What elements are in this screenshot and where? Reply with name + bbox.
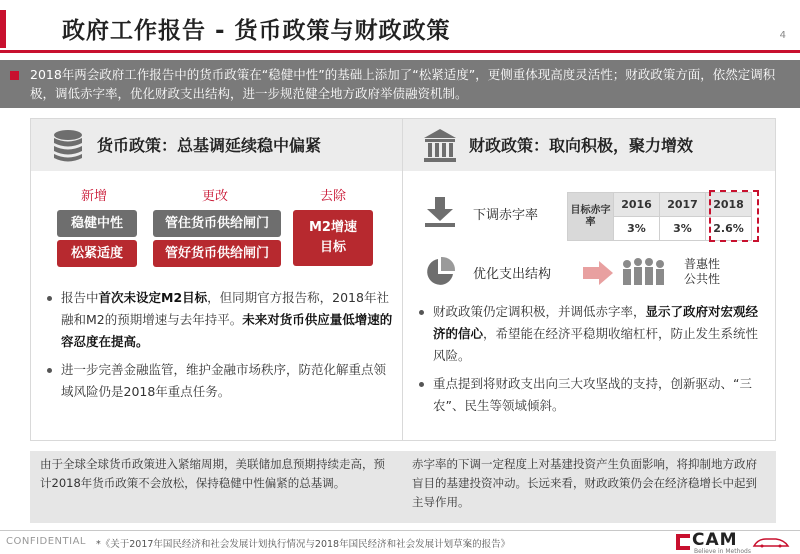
source-citation: *《关于2017年国民经济和社会发展计划执行情况与2018年国民经济和社会发展计划草案的报告》	[96, 539, 511, 550]
deficit-table-header: 目标赤字率	[568, 193, 614, 241]
removed-tag-line1: M2增速	[309, 220, 357, 235]
bank-building-icon	[421, 127, 459, 165]
cam-logo-tagline: Believe in Methods	[694, 548, 751, 554]
cam-logo-text: CAM	[692, 530, 738, 550]
header-accent-bar	[0, 10, 6, 48]
deficit-value-2017: 3%	[660, 217, 706, 241]
monetary-note: 由于全球全球货币政策进入紧缩周期，美联储加息预期持续走高，预计2018年货币政策不会放松，保持稳健中性偏紧的总基调。	[30, 451, 404, 523]
car-logo-icon	[752, 536, 790, 548]
bullet-dot	[419, 310, 424, 315]
added-column-label: 新增	[80, 189, 107, 204]
changed-tag-old: 管住货币供给闸门	[153, 210, 281, 237]
coin-stack-icon	[49, 127, 87, 165]
monetary-panel-title: 货币政策：总基调延续稳中偏紧	[97, 136, 322, 155]
monetary-bullet-1: 报告中首次未设定M2目标，但同期官方报告称，2018年社融和M2的预期增速与去年持平。未来对货币供应量低增速的容忍度在提高。	[45, 287, 395, 353]
deficit-label: 下调赤字率	[473, 208, 539, 223]
header-rule	[0, 50, 800, 53]
car-logo	[752, 533, 790, 551]
changed-tag-new: 管好货币供给闸门	[153, 240, 281, 267]
added-tag-stable-neutral: 稳健中性	[57, 210, 137, 237]
bullet-dot	[47, 296, 52, 301]
deficit-year-2017: 2017	[660, 193, 706, 217]
bullet-dot	[419, 382, 424, 387]
deficit-year-2016: 2016	[614, 193, 660, 217]
pie-chart-icon	[423, 255, 457, 289]
monetary-bullet-2: 进一步完善金融监管，维护金融市场秩序，防范化解重点领域风险仍是2018年重点任务。	[45, 359, 395, 403]
page-number: 4	[779, 30, 786, 41]
fiscal-bullets	[417, 301, 767, 423]
footer-rule	[0, 530, 800, 531]
removed-column-label: 去除	[319, 189, 346, 204]
fiscal-panel-header	[403, 119, 775, 171]
monetary-policy-panel	[30, 118, 404, 441]
fiscal-note: 赤字率的下调一定程度上对基建投资产生负面影响，将抑制地方政府盲目的基建投资冲动。长远来看，财政政策仍会在经济稳增长中起到主导作用。	[402, 451, 776, 523]
intro-band	[0, 60, 800, 108]
monetary-panel-header	[31, 119, 403, 171]
bullet-dot	[47, 368, 52, 373]
deficit-2018-highlight	[709, 190, 759, 242]
structure-target: 普惠性 公共性	[684, 257, 721, 286]
deficit-year-2018: 2018	[706, 193, 752, 217]
removed-tag-line2: 目标	[319, 240, 346, 255]
fiscal-panel-title: 财政政策：取向积极，聚力增效	[469, 136, 694, 155]
slide-header	[0, 0, 800, 58]
deficit-value-2018: 2.6%	[706, 217, 752, 241]
cam-logo-mark	[676, 534, 690, 550]
monetary-bullets	[45, 287, 395, 409]
intro-text: 2018年两会政府工作报告中的货币政策在“稳健中性”的基础上添加了“松紧适度”，更侧重体现高度灵活性；财政政策方面，依然定调积极，调低赤字率，优化财政支出结构，进一步规范健全地方政府举债融资机制。	[30, 67, 776, 101]
intro-bullet-square	[10, 71, 19, 80]
added-tag-moderate: 松紧适度	[57, 240, 137, 267]
changed-column-label: 更改	[201, 189, 228, 204]
page-title: 政府工作报告 - 货币政策与财政政策	[62, 18, 451, 44]
removed-tag-m2-target	[293, 210, 373, 266]
confidential-label: CONFIDENTIAL	[6, 536, 87, 547]
fiscal-bullet-1: 财政政策仍定调积极，并调低赤字率，显示了政府对宏观经济的信心，希望能在经济平稳期收缩杠杆，防止发生系统性风险。	[417, 301, 767, 367]
right-arrow-icon	[583, 259, 613, 287]
structure-label: 优化支出结构	[473, 267, 552, 282]
fiscal-bullet-2: 重点提到将财政支出向三大攻坚战的支持，创新驱动、“三农”、民生等领域倾斜。	[417, 373, 767, 417]
people-group-icon	[619, 257, 669, 287]
deficit-value-2016: 3%	[614, 217, 660, 241]
download-arrow-icon	[423, 195, 457, 229]
fiscal-policy-panel	[402, 118, 776, 441]
